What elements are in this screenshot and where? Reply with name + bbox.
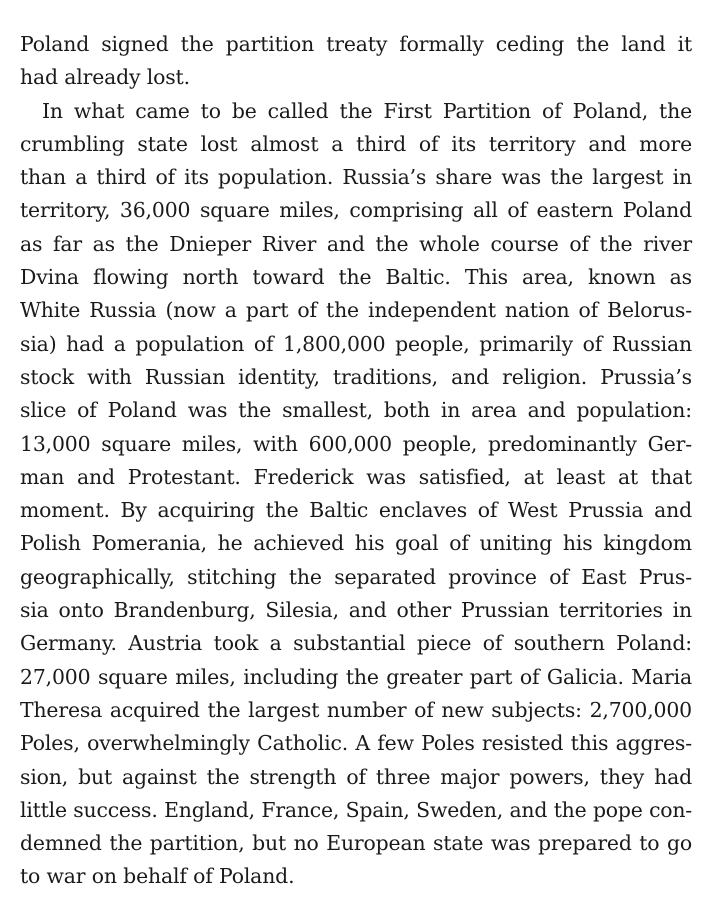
text-line: sia) had a population of 1,800,000 people, primarily of Russian <box>20 331 692 356</box>
text-line: slice of Poland was the smallest, both in area and population: <box>20 398 692 423</box>
paragraph-2 <box>20 95 692 894</box>
text-line: geographically, stitching the separated province of East Prus- <box>20 564 692 589</box>
text-line: than a third of its population. Russia’s share was the largest in <box>20 165 692 190</box>
text-line: had already lost. <box>20 65 190 90</box>
text-line: as far as the Dnieper River and the whole course of the river <box>20 231 692 256</box>
text-line: to war on behalf of Poland. <box>20 864 295 889</box>
paragraph-1 <box>20 28 692 95</box>
text-line: In what came to be called the First Partition of Poland, the <box>42 98 692 123</box>
text-line: Theresa acquired the largest number of new subjects: 2,700,000 <box>20 697 692 722</box>
text-line: crumbling state lost almost a third of its territory and more <box>20 131 692 156</box>
text-line: Polish Pomerania, he achieved his goal of uniting his kingdom <box>20 531 692 556</box>
text-line: 27,000 square miles, including the greater part of Galicia. Maria <box>20 664 692 689</box>
text-line: demned the partition, but no European state was prepared to go <box>20 831 692 856</box>
text-line: territory, 36,000 square miles, comprising all of eastern Poland <box>20 198 692 223</box>
text-line: Dvina flowing north toward the Baltic. This area, known as <box>20 265 692 290</box>
body-text <box>20 28 692 894</box>
text-line: sia onto Brandenburg, Silesia, and other Prussian territories in <box>20 598 692 623</box>
text-line: 13,000 square miles, with 600,000 people, predominantly Ger- <box>20 431 692 456</box>
text-line: Germany. Austria took a substantial piece of southern Poland: <box>20 631 692 656</box>
text-line: little success. England, France, Spain, Sweden, and the pope con- <box>20 797 692 822</box>
text-line: stock with Russian identity, traditions, and religion. Prussia’s <box>20 364 692 389</box>
text-line: man and Protestant. Frederick was satisfied, at least at that <box>20 464 692 489</box>
text-line: White Russia (now a part of the independent nation of Belorus- <box>20 298 692 323</box>
text-line: Poland signed the partition treaty formally ceding the land it <box>20 32 692 56</box>
text-line: moment. By acquiring the Baltic enclaves of West Prussia and <box>20 498 692 523</box>
text-line: sion, but against the strength of three major powers, they had <box>20 764 692 789</box>
text-line: Poles, overwhelmingly Catholic. A few Poles resisted this aggres- <box>20 731 692 756</box>
